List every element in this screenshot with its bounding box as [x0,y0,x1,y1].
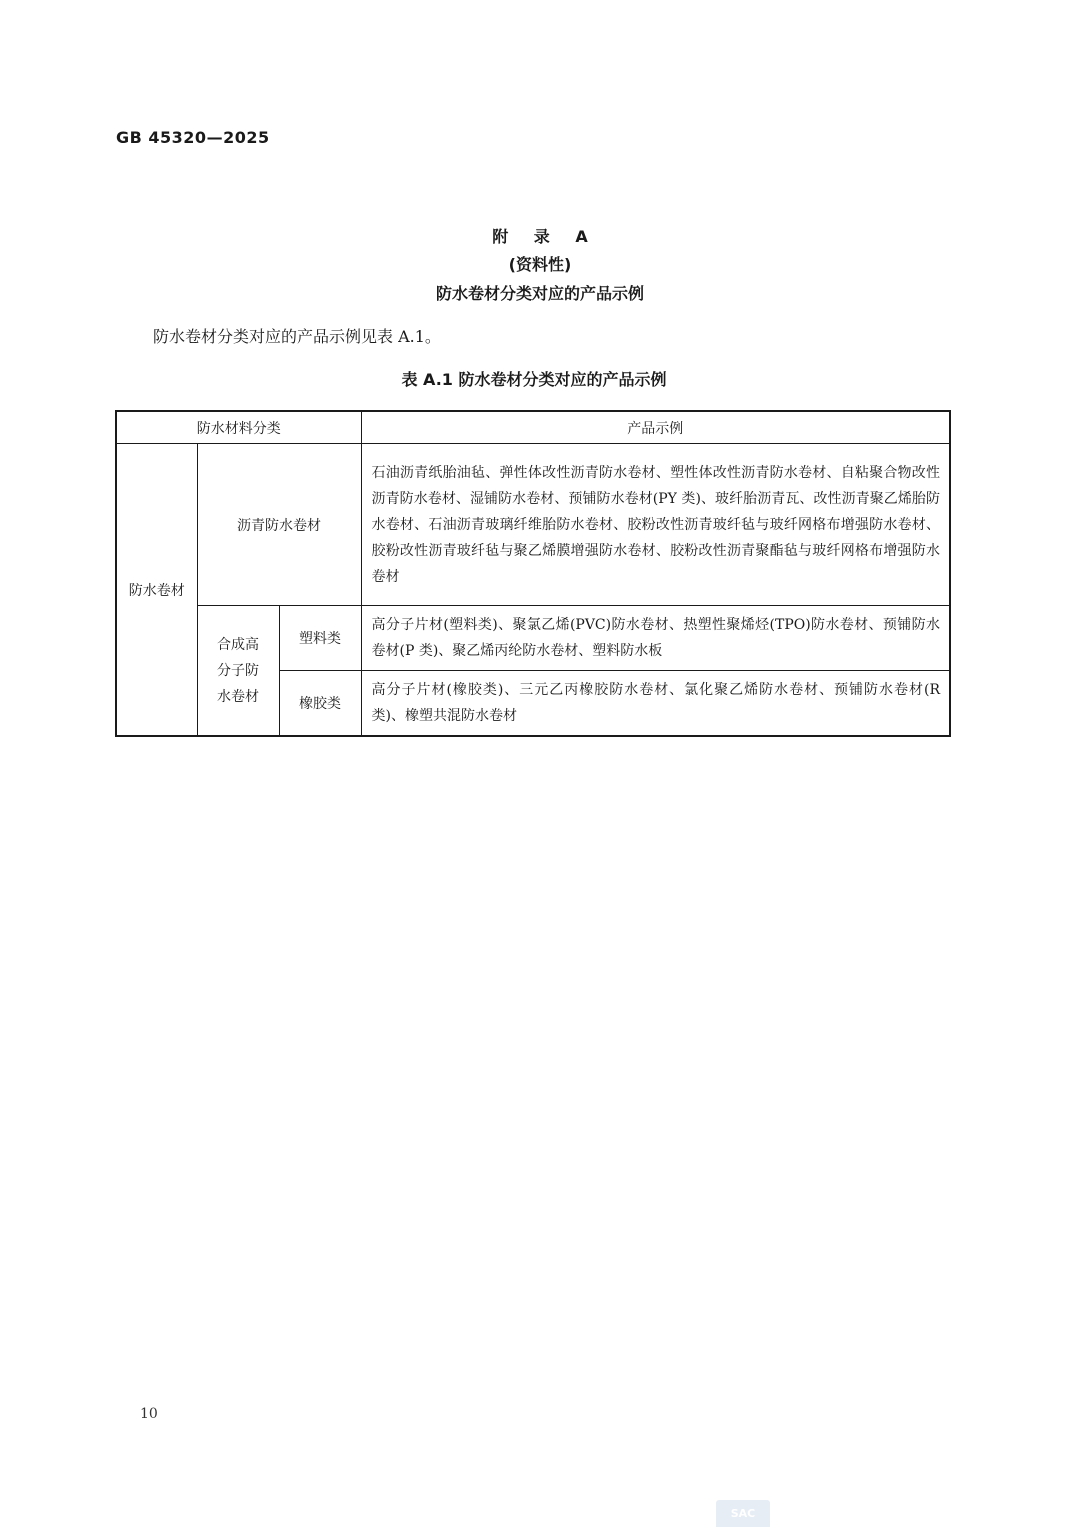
annex-label: 附 录 A [492,227,598,246]
polymer-label: 合成高分子防水卷材 [217,636,259,705]
annex-type: (资料性) [508,255,572,274]
group-label-cell: 防水卷材 [116,444,197,737]
table-row [116,606,950,671]
annex-title: 防水卷材分类对应的产品示例 [435,284,644,303]
plastic-examples-cell: 高分子片材(塑料类)、聚氯乙烯(PVC)防水卷材、热塑性聚烯烃(TPO)防水卷材、预铺防水卷材(P 类)、聚乙烯丙纶防水卷材、塑料防水板 [361,606,950,671]
intro-paragraph: 防水卷材分类对应的产品示例见表 A.1。 [153,327,441,346]
table-row [116,444,950,606]
asphalt-examples-cell: 石油沥青纸胎油毡、弹性体改性沥青防水卷材、塑性体改性沥青防水卷材、自粘聚合物改性沥青防水卷材、湿铺防水卷材、预铺防水卷材(PY 类)、玻纤胎沥青瓦、改性沥青聚乙烯胎防水卷材、石油沥青玻璃纤维胎防水卷材、胶粉改性沥青玻纤毡与玻纤网格布增强防水卷材、胶粉改性沥青玻纤毡与聚乙烯膜增强防水卷材、胶粉改性沥青聚酯毡与玻纤网格布增强防水卷材 [361,444,950,606]
table-caption: 表 A.1 防水卷材分类对应的产品示例 [401,370,667,389]
plastic-label-cell: 塑料类 [279,606,361,671]
table-header-row [116,411,950,444]
product-examples-table [115,410,951,737]
asphalt-label-cell: 沥青防水卷材 [197,444,361,606]
header-category: 防水材料分类 [116,411,361,444]
polymer-label-cell [197,606,279,737]
sac-watermark-logo: SAC [716,1500,770,1527]
header-examples: 产品示例 [361,411,950,444]
document-code: GB 45320—2025 [116,128,270,147]
rubber-label-cell: 橡胶类 [279,671,361,737]
rubber-examples-cell: 高分子片材(橡胶类)、三元乙丙橡胶防水卷材、氯化聚乙烯防水卷材、预铺防水卷材(R 类)、橡塑共混防水卷材 [361,671,950,737]
page-number: 10 [140,1406,158,1422]
